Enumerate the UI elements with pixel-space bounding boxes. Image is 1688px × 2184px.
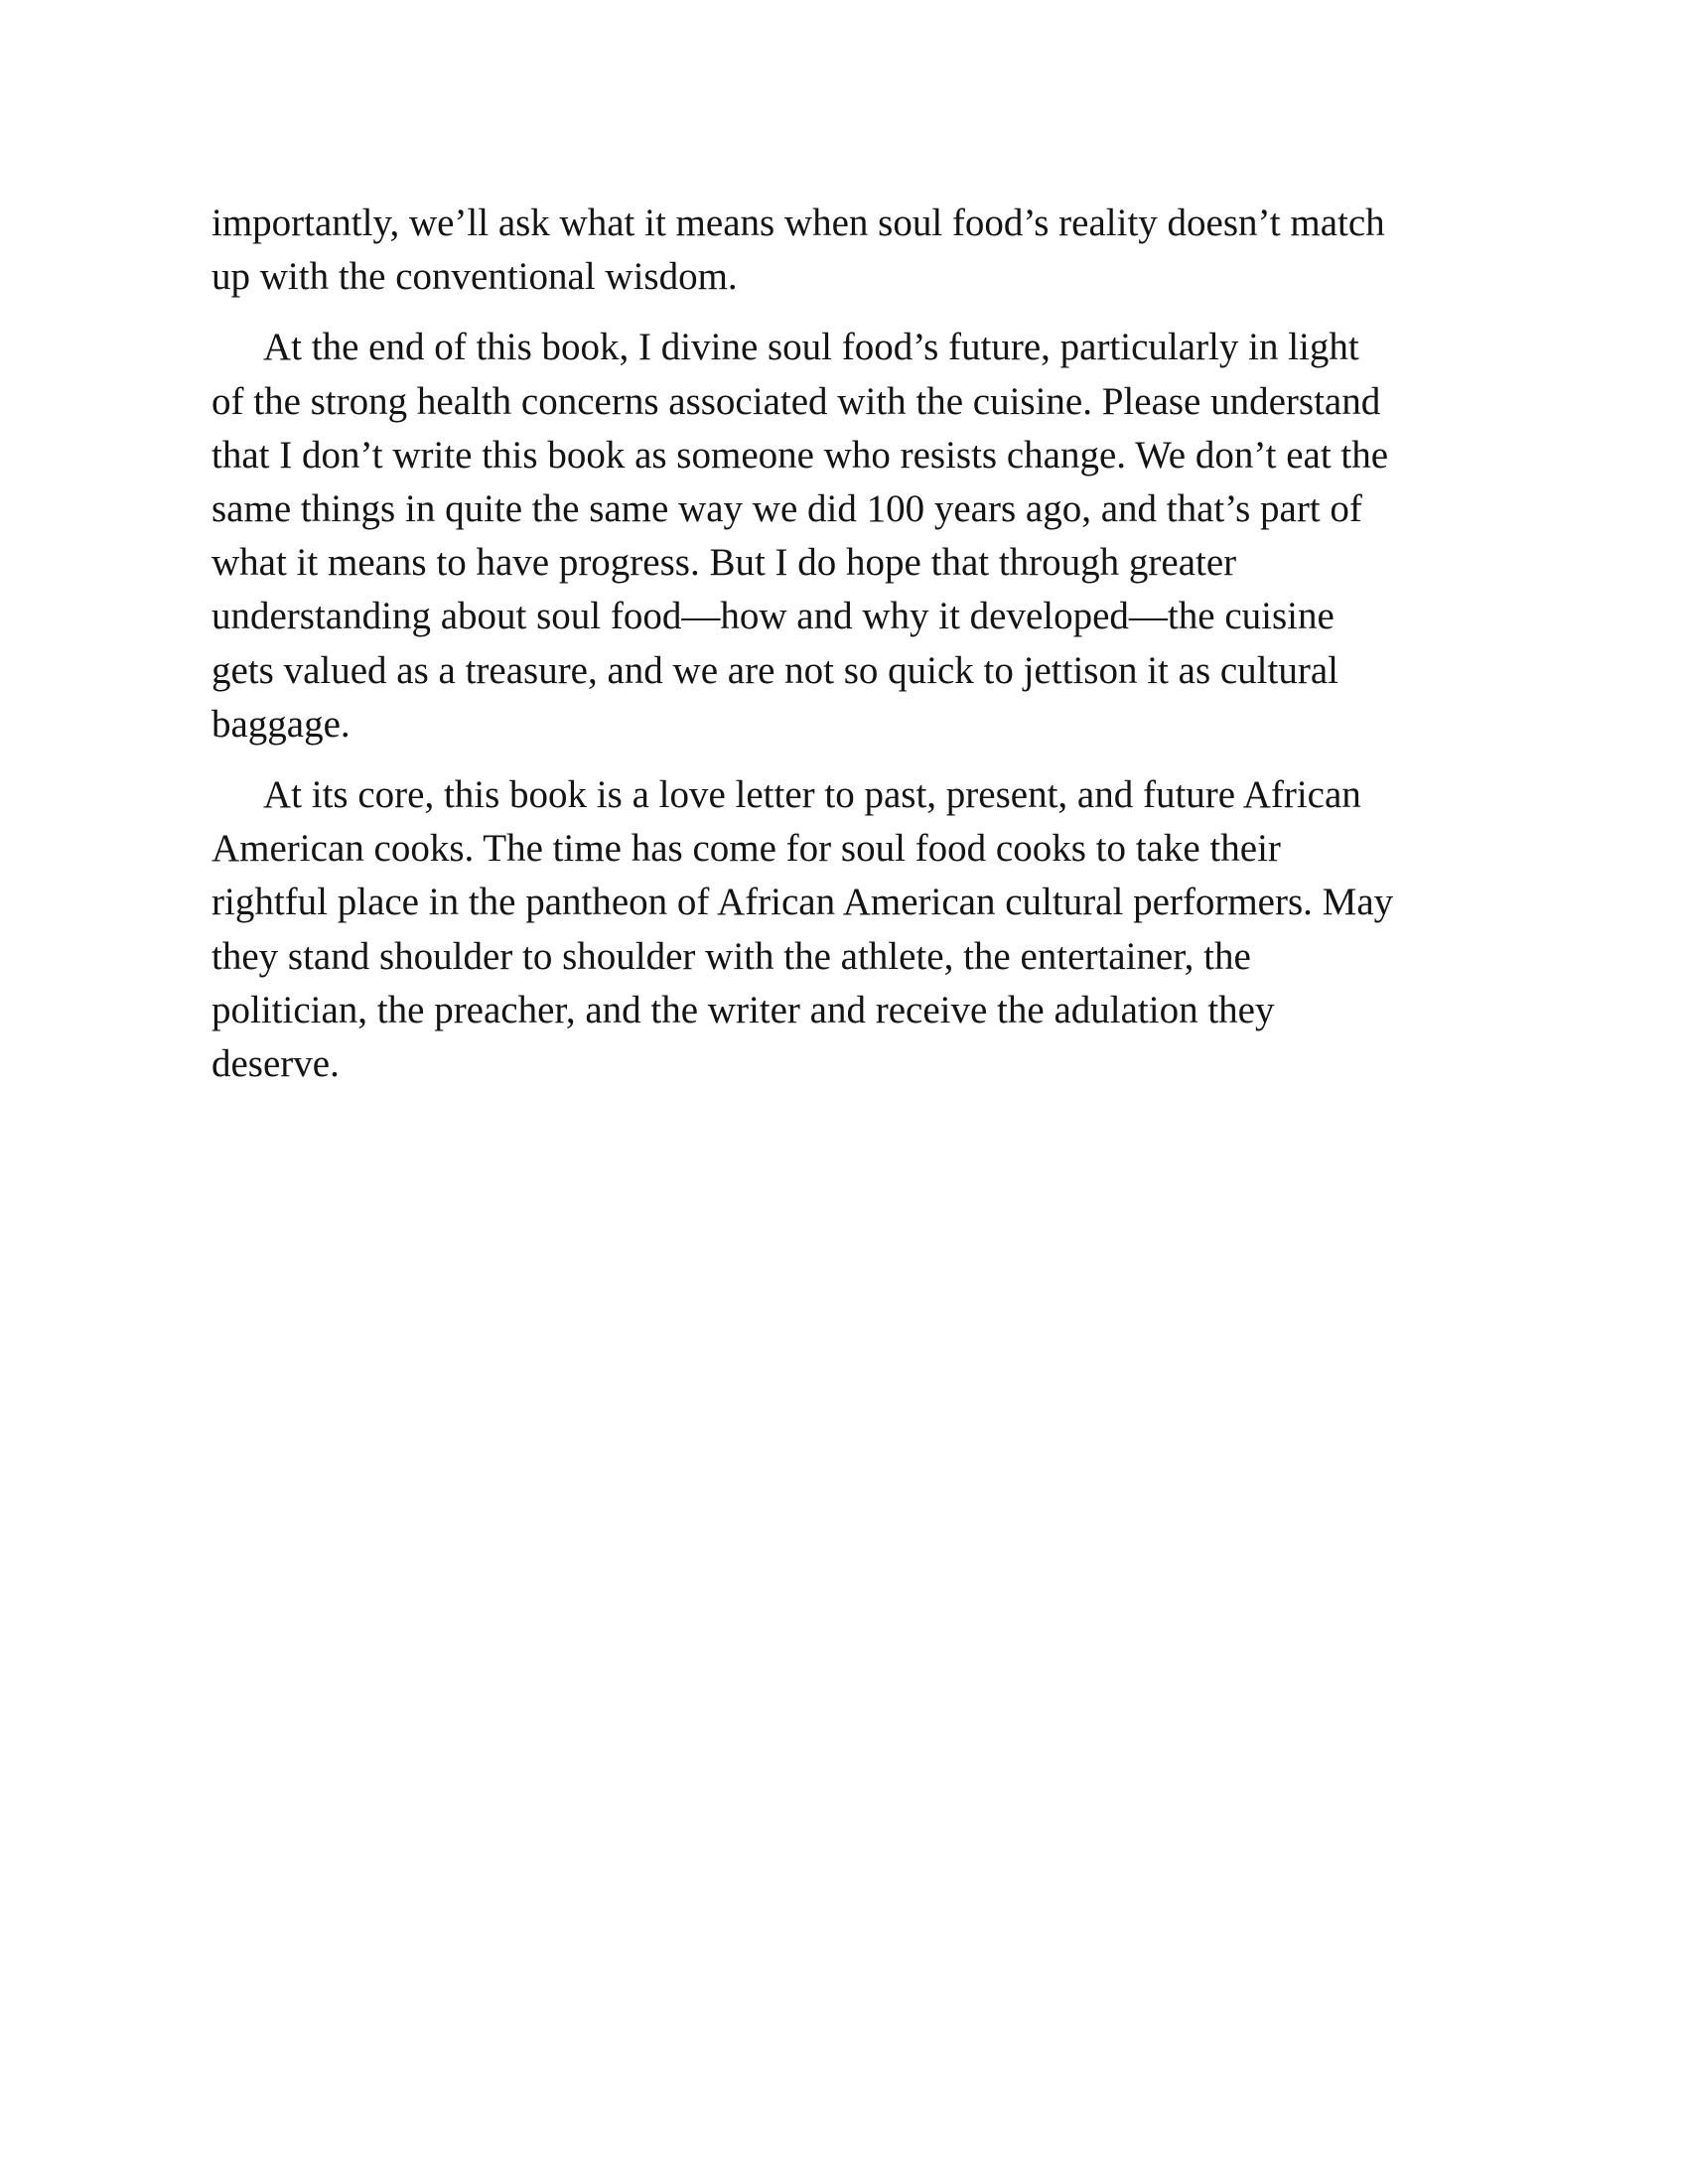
paragraph-core: [211, 768, 1502, 1091]
text-line: At its core, this book is a love letter to past, present, and future African: [263, 773, 1361, 817]
text-line: of the strong health concerns associated with the cuisine. Please understand: [211, 379, 1381, 423]
text-line: deserve.: [211, 1042, 340, 1086]
text-line: gets valued as a treasure, and we are not so quick to jettison it as cultural: [211, 648, 1338, 692]
text-line: understanding about soul food—how and why it developed—the cuisine: [211, 595, 1335, 638]
text-line: rightful place in the pantheon of African American cultural performers. May: [211, 881, 1394, 924]
text-line: politician, the preacher, and the writer and receive the adulation they: [211, 988, 1275, 1031]
text-line: up with the conventional wisdom.: [211, 255, 738, 299]
paragraph-continued: [211, 197, 1502, 304]
text-line: that I don’t write this book as someone who resists change. We don’t eat the: [211, 433, 1389, 477]
text-line: At the end of this book, I divine soul food’s future, particularly in light: [263, 326, 1359, 369]
text-line: same things in quite the same way we did 100 years ago, and that’s part of: [211, 487, 1362, 531]
paragraph-future: [211, 321, 1502, 751]
text-line: they stand shoulder to shoulder with the athlete, the entertainer, the: [211, 934, 1251, 978]
text-line: American cooks. The time has come for soul food cooks to take their: [211, 827, 1281, 871]
text-line: baggage.: [211, 702, 351, 746]
text-line: importantly, we’ll ask what it means when soul food’s reality doesn’t match: [211, 202, 1385, 244]
text-line: what it means to have progress. But I do hope that through greater: [211, 541, 1237, 585]
body-text: [211, 197, 1502, 1091]
